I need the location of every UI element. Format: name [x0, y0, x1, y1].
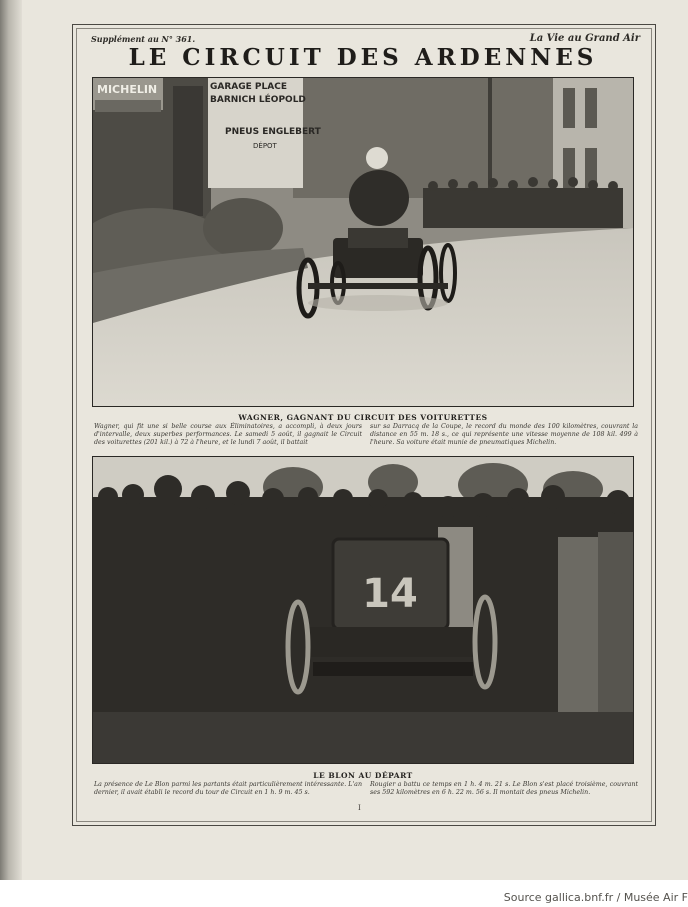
michelin-sign: MICHELIN [97, 83, 158, 96]
caption-le-blon-left: La présence de Le Blon parmi les partants était particulièrement intéressante. L'an dernier, il avait établi le record du tour de Circuit en 1 h. 9 m. 45 s. [94, 781, 362, 797]
garage-sign-line2: BARNICH LÉOPOLD [210, 95, 306, 105]
magazine-name: La Vie au Grand Air [529, 33, 640, 44]
supplement-label: Supplément au N° 361. [91, 34, 196, 44]
car-number-label: 14 [362, 571, 418, 617]
caption-wagner-right: sur sa Darracq de la Coupe, le record du monde des 100 kilomètres, couvrant la distance en 55 m. 18 s., ce qui représente une vitesse moyenne de 108 kil. 499 à l'heure. Sa voiture était munie de pneumatiques Michelin. [370, 423, 638, 447]
caption-le-blon-right: Rougier a battu ce temps en 1 h. 4 m. 21 s. Le Blon s'est placé troisième, couvrant ses 592 kilomètres en 6 h. 22 m. 56 s. Il montait des pneus Michelin. [370, 781, 638, 797]
pneus-sign: PNEUS ENGLEBERT [225, 127, 321, 137]
caption-wagner-left: Wagner, qui fit une si belle course aux Éliminatoires, a accompli, à deux jours d'intervalle, deux superbes performances. Le samedi 5 août, il gagnait le Circuit des voiturettes (201 kil.) à 72 à l'heure, et le lundi 7 août, il battait [94, 423, 362, 447]
garage-sign-line1: GARAGE PLACE [210, 82, 287, 92]
page-title: LE CIRCUIT DES ARDENNES [128, 44, 598, 71]
caption-title-wagner: WAGNER, GAGNANT DU CIRCUIT DES VOITURETTES [238, 413, 488, 422]
binding-gutter [0, 0, 22, 880]
page-number: I [358, 804, 361, 812]
photo-le-blon-depart [92, 456, 634, 764]
depot-sign: DÉPOT [253, 142, 277, 150]
source-credit: Source gallica.bnf.fr / Musée Air F [503, 891, 688, 904]
caption-title-le-blon: LE BLON AU DÉPART [313, 771, 413, 780]
photo-wagner-voiturette [92, 77, 634, 407]
